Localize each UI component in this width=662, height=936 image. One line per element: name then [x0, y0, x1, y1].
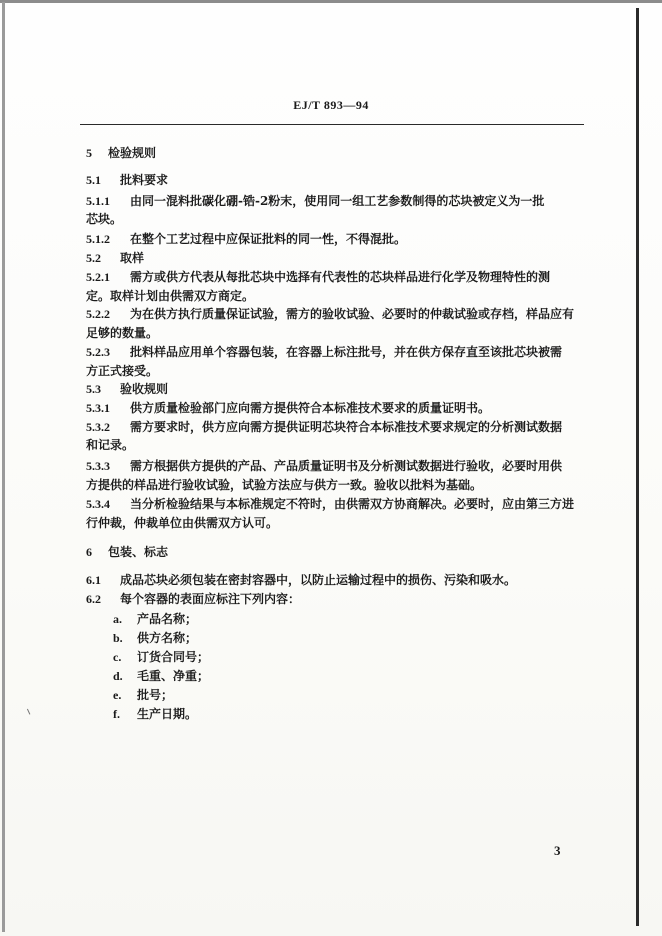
- clause-number: 5.2: [86, 251, 101, 265]
- list-marker: d.: [113, 669, 123, 683]
- clause-5-3-2-line-1: [86, 419, 562, 435]
- clause-title: 取样: [120, 251, 145, 265]
- section-6-title: 包装、标志: [108, 545, 169, 559]
- clause-5-2-2-line-1: [86, 306, 574, 322]
- list-item: [113, 630, 197, 646]
- clause-5-3: [86, 381, 168, 397]
- scan-speck: [27, 707, 33, 714]
- clause-text: 当分析检验结果与本标准规定不符时，由供需双方协商解决。必要时，应由第三方进: [130, 497, 575, 511]
- list-text: 生产日期。: [137, 707, 198, 721]
- section-5-heading: [86, 145, 156, 161]
- section-6-heading: [86, 544, 168, 560]
- scan-edge-top: [0, 0, 662, 3]
- clause-number: 6.1: [86, 573, 101, 587]
- clause-5-1-1-line-2: 芯块。: [86, 212, 123, 226]
- list-text: 毛重、净重；: [137, 669, 210, 683]
- list-marker: f.: [113, 707, 120, 721]
- clause-5-2-3-line-1: [86, 344, 562, 360]
- list-item: [113, 706, 197, 722]
- clause-5-1-2: [86, 231, 406, 247]
- list-text: 批号；: [137, 688, 174, 702]
- clause-text: 在整个工艺过程中应保证批料的同一性，不得混批。: [130, 232, 407, 246]
- scan-edge-left: [2, 2, 5, 932]
- clause-title: 批料要求: [120, 173, 169, 187]
- clause-5-3-4-line-2: 行仲裁，仲裁单位由供需双方认可。: [86, 516, 279, 530]
- list-item: [113, 611, 197, 627]
- clause-5-3-1: [86, 400, 490, 416]
- list-marker: a.: [113, 612, 122, 626]
- clause-text: 需方或供方代表从每批芯块中选择有代表性的芯块样品进行化学及物理特性的测: [130, 270, 551, 284]
- list-marker: c.: [113, 650, 122, 664]
- clause-5-3-3-line-1: [86, 458, 562, 474]
- list-marker: b.: [113, 631, 123, 645]
- clause-number: 6.2: [86, 592, 101, 606]
- list-item: [113, 687, 173, 703]
- clause-number: 5.3.2: [86, 420, 110, 434]
- page-number: 3: [554, 843, 561, 858]
- clause-number: 5.3.1: [86, 401, 110, 415]
- clause-number: 5.2.2: [86, 307, 110, 321]
- clause-number: 5.1: [86, 173, 101, 187]
- clause-5-2-1-line-1: [86, 269, 550, 285]
- clause-text: 批料样品应用单个容器包装，在容器上标注批号，并在供方保存直至该批芯块被需: [130, 345, 563, 359]
- section-5-title: 检验规则: [108, 146, 157, 160]
- list-text: 产品名称；: [137, 612, 198, 626]
- clause-number: 5.2.1: [86, 270, 110, 284]
- scan-edge-right: [636, 8, 639, 926]
- list-item: [113, 649, 209, 665]
- clause-5-3-4-line-1: [86, 496, 574, 512]
- clause-number: 5.3.3: [86, 459, 110, 473]
- clause-number: 5.3: [86, 382, 101, 396]
- clause-5-3-2-line-2: 和记录。: [86, 438, 135, 452]
- section-6-number: 6: [86, 545, 92, 559]
- clause-5-2-3-line-2: 方正式接受。: [86, 364, 159, 378]
- list-marker: e.: [113, 688, 122, 702]
- clause-5-3-3-line-2: 方提供的样品进行验收试验，试验方法应与供方一致。验收以批料为基础。: [86, 478, 483, 492]
- clause-number: 5.1.1: [86, 194, 110, 208]
- clause-number: 5.1.2: [86, 232, 110, 246]
- clause-text: 每个容器的表面应标注下列内容：: [120, 592, 301, 606]
- clause-6-1: [86, 572, 516, 588]
- clause-5-2-1-line-2: 定。取样计划由供需双方商定。: [86, 289, 255, 303]
- section-5-number: 5: [86, 146, 92, 160]
- clause-5-1-1-line-1: [86, 193, 544, 209]
- clause-number: 5.2.3: [86, 345, 110, 359]
- clause-text: 成品芯块必须包装在密封容器中，以防止运输过程中的损伤、污染和吸水。: [120, 573, 517, 587]
- clause-text: 由同一混料批碳化硼-锆-2粉末，使用同一组工艺参数制得的芯块被定义为一批: [130, 194, 545, 208]
- list-text: 订货合同号；: [137, 650, 210, 664]
- clause-text: 为在供方执行质量保证试验，需方的验收试验、必要时的仲裁试验或存档，样品应有: [130, 307, 575, 321]
- standard-code-header: EJ/T 893—94: [293, 98, 369, 112]
- list-item: [113, 668, 209, 684]
- clause-text: 需方根据供方提供的产品、产品质量证明书及分析测试数据进行验收，必要时用供: [130, 459, 563, 473]
- clause-number: 5.3.4: [86, 497, 110, 511]
- clause-text: 需方要求时，供方应向需方提供证明芯块符合本标准技术要求规定的分析测试数据: [130, 420, 563, 434]
- clause-5-2: [86, 250, 144, 266]
- list-text: 供方名称；: [137, 631, 198, 645]
- clause-text: 供方质量检验部门应向需方提供符合本标准技术要求的质量证明书。: [130, 401, 491, 415]
- clause-5-1: [86, 172, 168, 188]
- clause-title: 验收规则: [120, 382, 169, 396]
- header-rule: [80, 124, 584, 125]
- clause-5-2-2-line-2: 足够的数量。: [86, 326, 159, 340]
- clause-6-2: [86, 591, 300, 607]
